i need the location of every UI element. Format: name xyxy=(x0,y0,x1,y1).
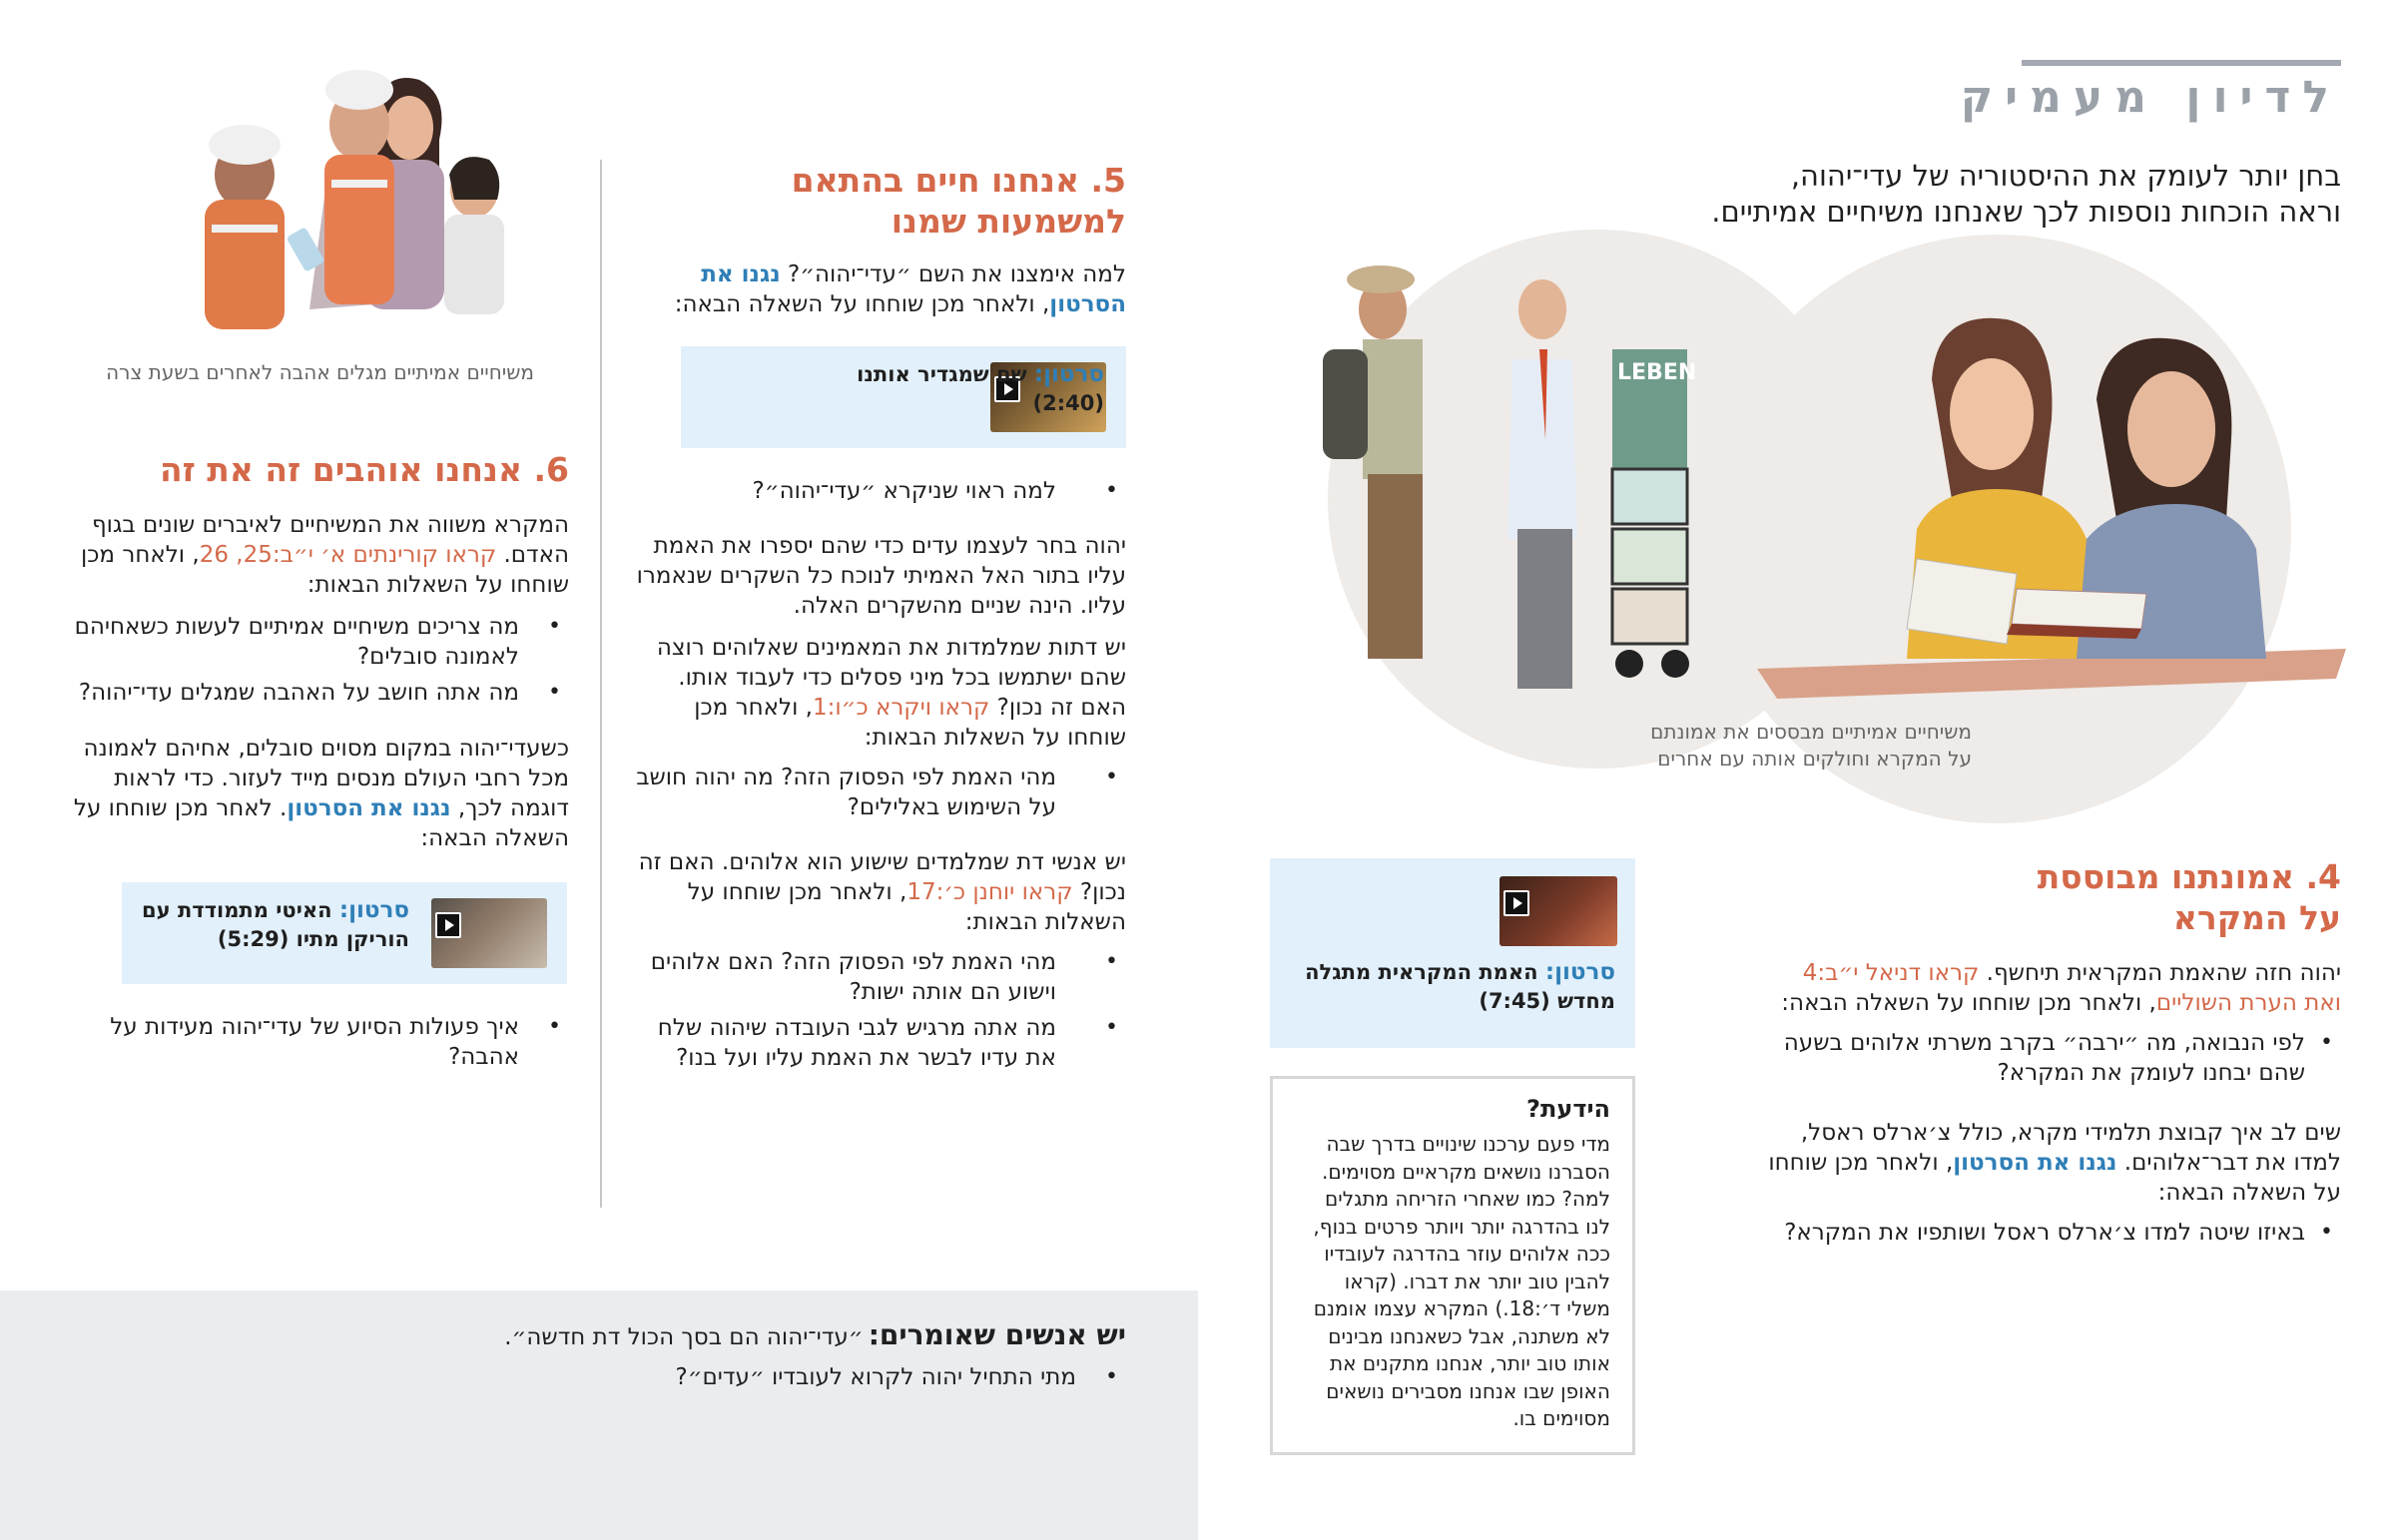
section-5-p3-tail: , ולאחר מכן שוחחו על השאלות הבאות: xyxy=(694,695,1126,751)
video-title xyxy=(130,896,409,954)
section-4-bullets-2 xyxy=(1762,1218,2341,1248)
intro-line-1: בחן יותר לעומק את ההיסטוריה של עדי־יהוה, xyxy=(1790,159,2341,193)
section-5-p4-text: יש אנשי דת שמלמדים שישוע הוא אלוהים. האם זה נכון? xyxy=(638,849,1126,905)
caption-line-2: על המקרא וחולקים אותה עם אחרים xyxy=(1657,747,1972,770)
section-4-bullets-1 xyxy=(1762,1028,2341,1088)
caption-line-1: משיחיים אמיתיים מבססים את אמונתם xyxy=(1650,720,1972,744)
some-people-say-quote: ״עדי־יהוה הם בסך הכול דת חדשה״. xyxy=(504,1324,864,1350)
list-item: • באיזו שיטה למדו צ׳ארלס ראסל ושותפיו את המקרא? xyxy=(1762,1218,2341,1248)
section-5 xyxy=(635,160,1126,319)
section-6-p2-tail: . לאחר מכן שוחחו על השאלה הבאה: xyxy=(73,795,569,851)
section-5-paragraph-3 xyxy=(635,633,1126,753)
video-label: סרטון: xyxy=(338,897,409,923)
section-5-title xyxy=(635,160,1126,242)
list-item: • מתי התחיל יהוה לקרוא לעובדיו ״עדים״? xyxy=(128,1362,1126,1392)
section-6-p1-text: המקרא משווה את המשיחיים לאיברים שונים בגוף האדם. xyxy=(91,512,569,568)
section-6-paragraph-1 xyxy=(60,510,569,600)
section-4-p1-tail: , ולאחר מכן שוחחו על השאלה הבאה: xyxy=(1781,990,2156,1016)
left-image-caption: משיחיים אמיתיים מגלים אהבה לאחרים בשעת צרה xyxy=(106,360,534,384)
list-item: • איך פעולות הסיוע של עדי־יהוה מעידות על אהבה? xyxy=(60,1012,569,1072)
section-5-p4-tail: , ולאחר מכן שוחחו על השאלות הבאות: xyxy=(687,879,1126,935)
play-video-link[interactable]: נגנו את הסרטון xyxy=(701,261,1126,317)
video-box-name[interactable] xyxy=(681,346,1126,448)
section-5-p3-text: יש דתות שמלמדות את המאמינים שאלוהים רוצה שהם ישתמשו בכל מיני פסלים כדי לעבוד אותו. האם זה נכון? xyxy=(656,635,1126,721)
section-6-bullets-1 xyxy=(60,612,569,708)
section-4-title xyxy=(1762,856,2341,938)
list-item: • מה צריכים משיחיים אמיתיים לעשות כשאחיהם לאמונה סובלים? xyxy=(60,612,569,672)
section-4-p1-text: יהוה חזה שהאמת המקראית תיחשף. xyxy=(1986,960,2341,986)
section-5-bullets-1 xyxy=(635,476,1126,506)
did-you-know-box xyxy=(1270,1076,1635,1455)
section-6-p1-tail: , ולאחר מכן שוחחו על השאלות הבאות: xyxy=(80,542,569,598)
some-people-say-bullets xyxy=(128,1362,1126,1392)
column-divider xyxy=(600,160,602,1208)
list-item: • למה ראוי שניקרא ״עדי־יהוה״? xyxy=(635,476,1126,506)
some-people-say-heading: יש אנשים שאומרים: xyxy=(868,1318,1126,1351)
section-title: לדיון מעמיק xyxy=(1960,72,2341,123)
disaster-relief-illustration xyxy=(110,50,559,349)
video-name: האיטי מתמודדת עם הוריקן מתיו xyxy=(142,898,409,951)
video-duration: (5:29) xyxy=(217,927,290,951)
some-people-say-band xyxy=(0,1290,1198,1540)
list-item: • מהי האמת לפי הפסוק הזה? מה יהוה חושב על השימוש באלילים? xyxy=(635,763,1126,822)
section-5-p1-text: למה אימצנו את השם ״עדי־יהוה״? xyxy=(787,261,1126,287)
section-5-title-line-2: למשמעות שמנו xyxy=(891,202,1126,241)
video-label: סרטון: xyxy=(1544,959,1615,985)
play-icon[interactable] xyxy=(1503,890,1529,916)
john-20-17-link[interactable]: קראו יוחנן כ׳:17 xyxy=(906,879,1073,905)
video-name: שם שמגדיר אותנו xyxy=(857,362,1027,386)
list-item: • מה אתה מרגיש לגבי העובדה שיהוה שלח את עדיו לבשר את האמת עליו ועל בנו? xyxy=(635,1013,1126,1073)
did-you-know-body: מדי פעם ערכנו שינויים בדרך שבה הסברנו נושאים מקראיים מסוימים. למה? כמו שאחרי הזריחה מתגלים לנו בהדרגה יותר ויותר פרטים בנוף, ככה אלוהים עוזר בהדרגה לעובדיו להבין טוב יותר את דברו. (קראו משלי ד׳:18.) המקרא עצמו אומנם לא משתנה, אבל כשאנחנו מבינים אותו טוב יותר, אנחנו מתקנים את האופן שבו אנחנו מסבירים נושאים מסוימים בו. xyxy=(1313,1132,1610,1430)
list-item: • מהי האמת לפי הפסוק הזה? האם אלוהים וישוע הם אותה ישות? xyxy=(635,947,1126,1007)
video-thumbnail[interactable] xyxy=(431,898,547,968)
did-you-know-heading: הידעת? xyxy=(1526,1095,1610,1123)
section-6-bullets-2 xyxy=(60,1012,569,1072)
section-5-paragraph-1 xyxy=(635,259,1126,319)
section-4-p2-text: שים לב איך קבוצת תלמידי מקרא, כולל צ׳ארלס ראסל, למדו את דבר־אלוהים. xyxy=(1800,1120,2341,1176)
video-box-haiti[interactable] xyxy=(122,882,567,984)
video-duration: (2:40) xyxy=(1032,391,1104,415)
section-5-p1-tail: , ולאחר מכן שוחחו על השאלה הבאה: xyxy=(674,291,1050,317)
video-thumbnail[interactable] xyxy=(1499,876,1617,946)
section-5-bullets-2 xyxy=(635,763,1126,822)
footnote-link[interactable]: ואת הערת השוליים xyxy=(2155,990,2341,1016)
list-item: • מה אתה חושב על האהבה שמגלים עדי־יהוה? xyxy=(60,678,569,708)
section-5-body xyxy=(635,476,1126,1073)
section-5-paragraph-4 xyxy=(635,847,1126,937)
leviticus-26-1-link[interactable]: קראו ויקרא כ״ו:1 xyxy=(813,695,990,721)
section-4-p2-tail: , ולאחר מכן שוחחו על השאלה הבאה: xyxy=(1768,1150,2341,1206)
some-people-say-line xyxy=(128,1318,1126,1351)
video-duration: (7:45) xyxy=(1479,989,1550,1013)
section-5-title-line-1: 5. אנחנו חיים בהתאם xyxy=(791,161,1126,200)
section-5-paragraph-2: יהוה בחר לעצמו עדים כדי שהם יספרו את האמת עליו בתור האל האמיתי לנוכח כל השקרים שנאמרו עליו. הינה שניים מהשקרים האלה. xyxy=(636,533,1126,619)
corinthians-12-25-26-link[interactable]: קראו קורינתים א׳ י״ב:25, 26 xyxy=(199,542,497,568)
right-image-caption xyxy=(1642,719,1972,772)
play-video-link[interactable]: נגנו את הסרטון xyxy=(1953,1150,2117,1176)
booth-sign: LEBEN xyxy=(1617,360,1697,385)
daniel-12-4-link[interactable]: קראו דניאל י״ב:4 xyxy=(1802,960,1980,986)
header-rule xyxy=(2022,60,2341,66)
play-video-link[interactable]: נגנו את הסרטון xyxy=(287,795,451,821)
section-4-title-line-1: 4. אמונתנו מבוססת xyxy=(2037,857,2341,896)
section-6-tail xyxy=(60,1012,569,1072)
section-6-title: 6. אנחנו אוהבים זה את זה xyxy=(159,450,569,489)
section-6-p2-text: כשעדי־יהוה במקום מסוים סובלים, אחיהם לאמונה מכל רחבי העולם מנסים מייד לעזור. כדי לראות דוגמה לכך, xyxy=(83,736,569,821)
video-title xyxy=(1286,958,1615,1016)
section-5-bullets-3 xyxy=(635,947,1126,1073)
section-4-paragraph-1 xyxy=(1762,958,2341,1018)
intro-line-2: וראה הוכחות נוספות לכך שאנחנו משיחיים אמיתיים. xyxy=(1711,195,2341,229)
video-box-truth[interactable] xyxy=(1270,858,1635,1048)
video-title xyxy=(835,360,1104,418)
section-6 xyxy=(60,449,569,853)
list-item: • לפי הנבואה, מה ״ירבה״ בקרב משרתי אלוהים בשעה שהם יבחנו לעומק את המקרא? xyxy=(1762,1028,2341,1088)
section-4-paragraph-2 xyxy=(1762,1118,2341,1208)
section-6-paragraph-2 xyxy=(60,734,569,853)
video-label: סרטון: xyxy=(1033,361,1104,387)
section-4 xyxy=(1762,856,2341,1248)
video-name: האמת המקראית מתגלה מחדש xyxy=(1305,960,1615,1013)
section-4-title-line-2: על המקרא xyxy=(2172,898,2341,937)
play-icon[interactable] xyxy=(435,912,461,938)
